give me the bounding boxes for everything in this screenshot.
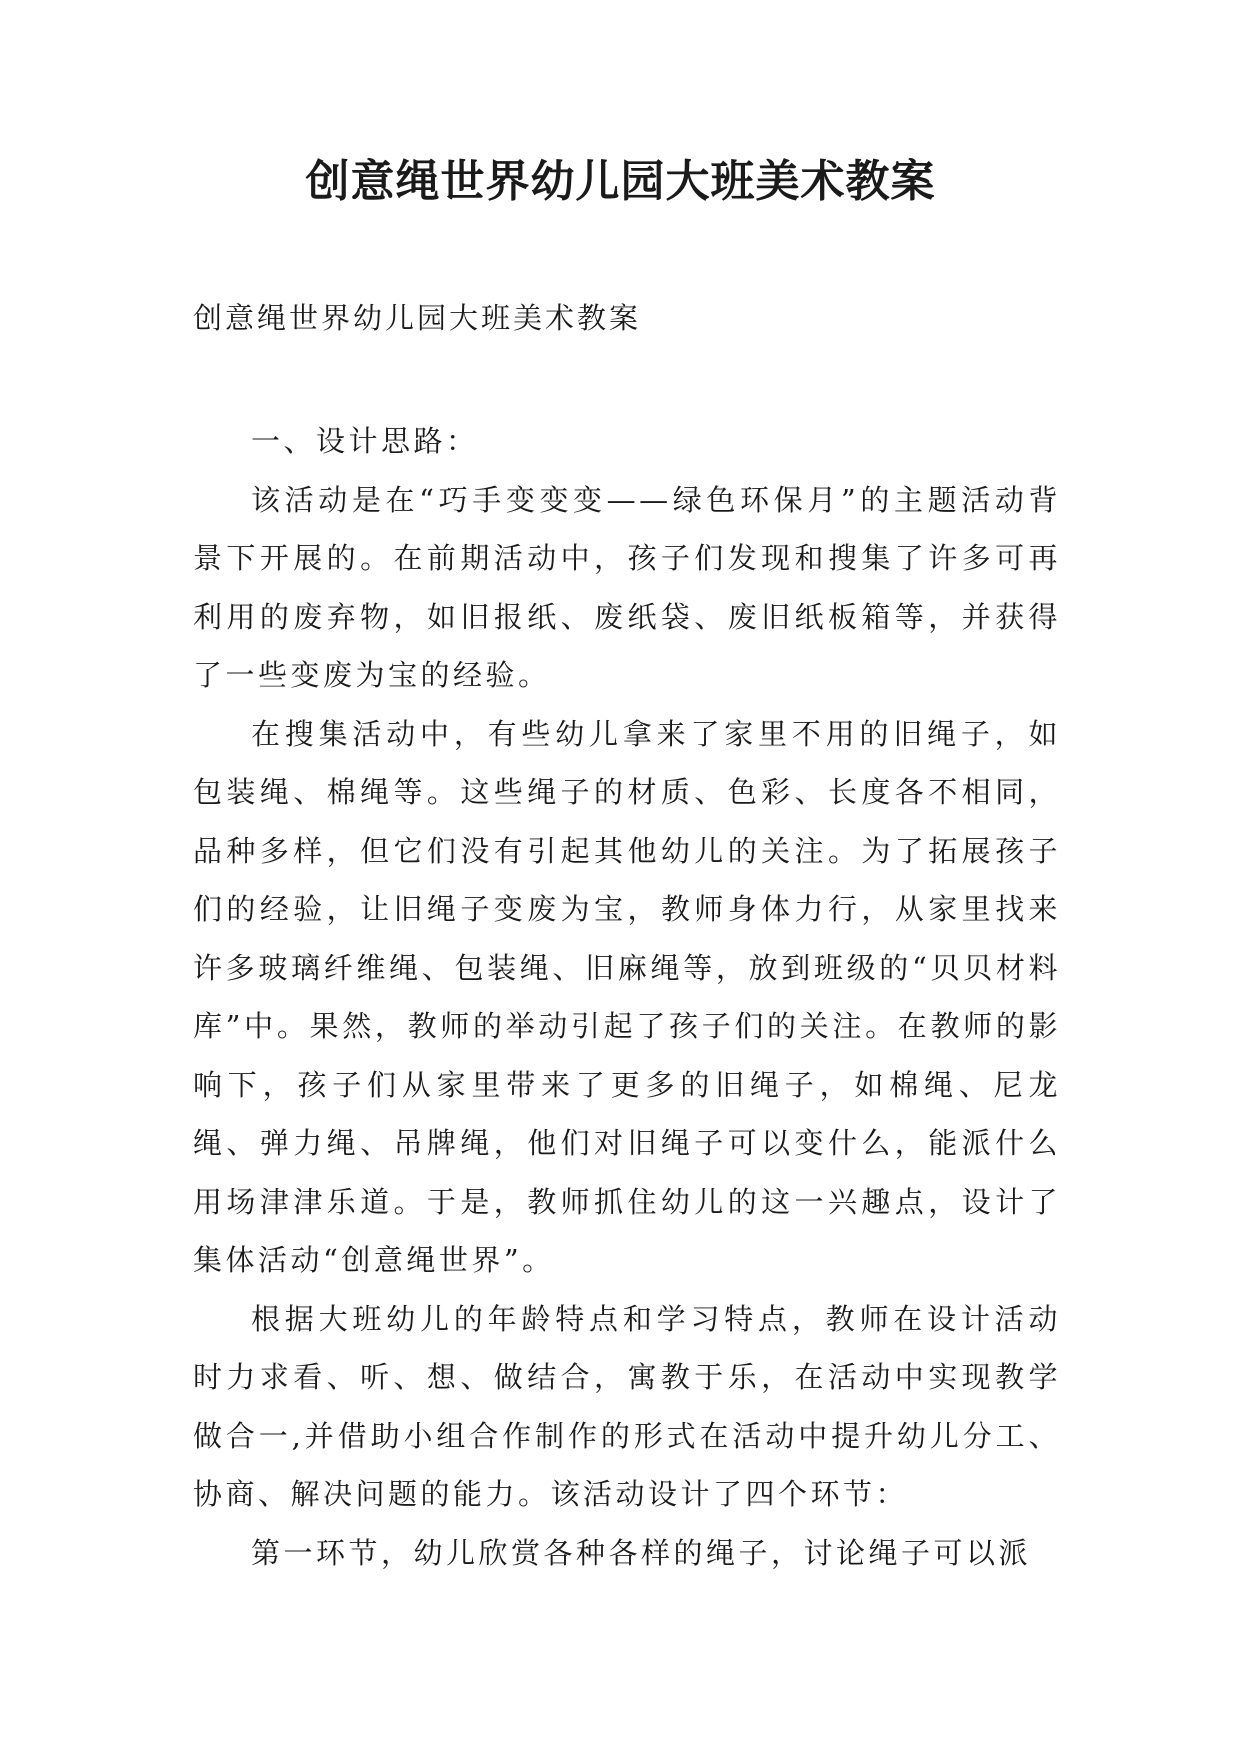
document-title: 创意绳世界幼儿园大班美术教案 (305, 156, 936, 207)
body-paragraph: 在搜集活动中，有些幼儿拿来了家里不用的旧绳子，如包装绳、棉绳等。这些绳子的材质、色彩、长度各不相同，品种多样，但它们没有引起其他幼儿的关注。为了拓展孩子们的经验，让旧绳子变废为宝，教师身体力行，从家里找来许多玻璃纤维绳、包装绳、旧麻绳等，放到班级的“贝贝材料库”中。果然，教师的举动引起了孩子们的关注。在教师的影响下，孩子们从家里带来了更多的旧绳子，如棉绳、尼龙绳、弹力绳、吊牌绳，他们对旧绳子可以变什么，能派什么用场津津乐道。于是，教师抓住幼儿的这一兴趣点，设计了集体活动“创意绳世界”。 (193, 716, 1061, 1277)
body-paragraph: 根据大班幼儿的年龄特点和学习特点，教师在设计活动时力求看、听、想、做结合，寓教于乐，在活动中实现教学做合一,并借助小组合作制作的形式在活动中提升幼儿分工、协商、解决问题的能力。该活动设计了四个环节： (193, 1301, 1061, 1511)
document-subtitle: 创意绳世界幼儿园大班美术教案 (193, 301, 642, 335)
body-paragraph: 第一环节，幼儿欣赏各种各样的绳子，讨论绳子可以派 (251, 1535, 1032, 1570)
document-body (193, 412, 1061, 1582)
body-paragraph: 该活动是在“巧手变变变——绿色环保月”的主题活动背景下开展的。在前期活动中，孩子们发现和搜集了许多可再利用的废弃物，如旧报纸、废纸袋、废旧纸板箱等，并获得了一些变废为宝的经验。 (193, 482, 1061, 692)
section-heading: 一、设计思路： (251, 424, 479, 458)
